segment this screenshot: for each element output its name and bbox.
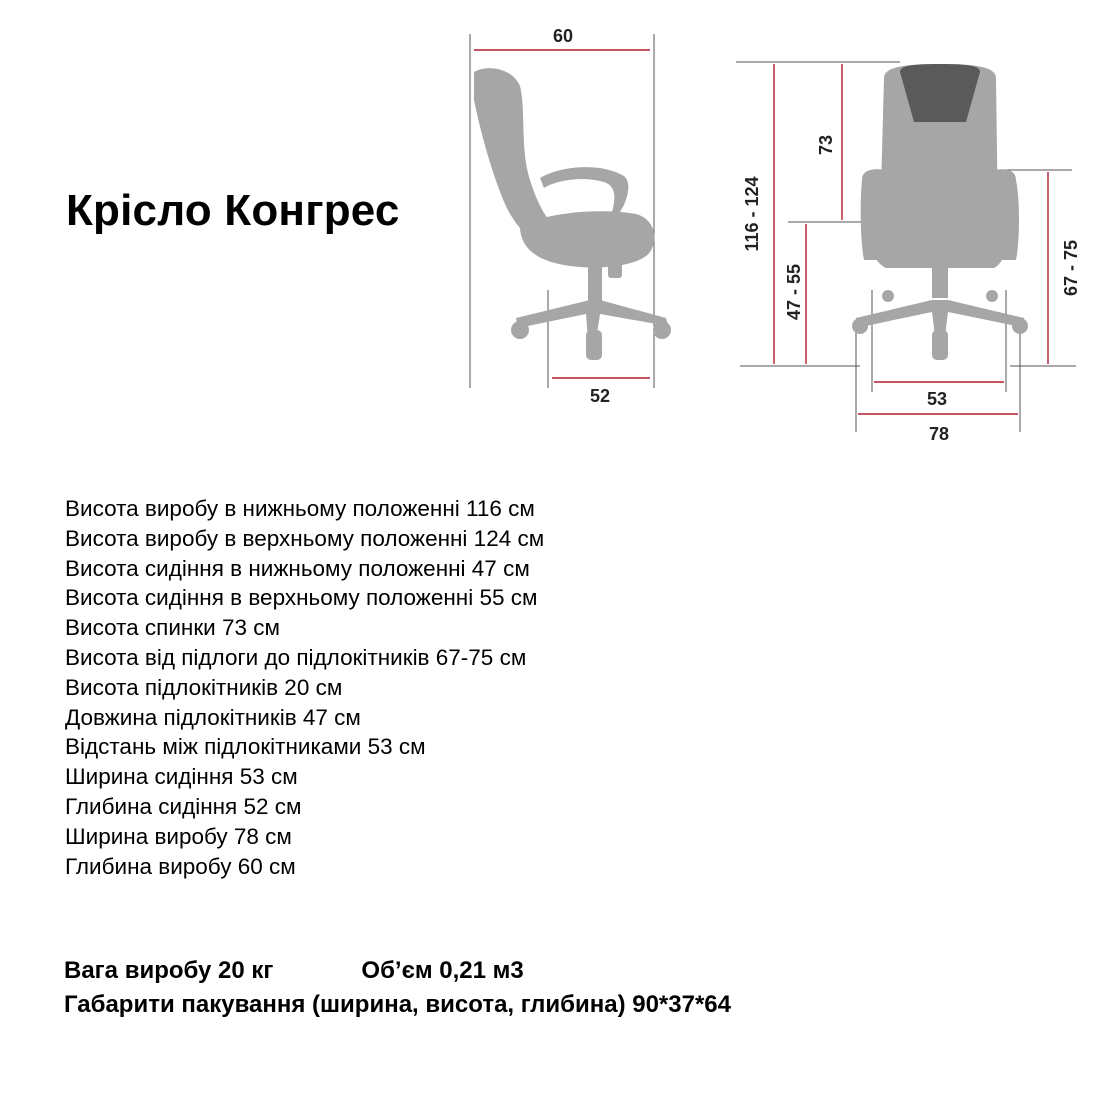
side-view bbox=[470, 26, 671, 406]
spec-item: Висота від підлоги до підлокітників 67-75 см bbox=[65, 644, 527, 670]
side-seat-depth-label: 52 bbox=[589, 386, 611, 406]
spec-item: Глибина сидіння 52 см bbox=[65, 793, 302, 819]
specifications-list bbox=[65, 494, 544, 881]
chair-dimension-diagram bbox=[0, 0, 1100, 460]
spec-item: Висота спинки 73 см bbox=[65, 615, 281, 641]
spec-item: Відстань між підлокітниками 53 см bbox=[65, 734, 426, 760]
front-view bbox=[736, 62, 1081, 444]
side-depth-label: 60 bbox=[552, 26, 574, 46]
summary-row-weight-volume bbox=[64, 954, 731, 988]
spec-item: Ширина сидіння 53 см bbox=[65, 764, 298, 790]
spec-item: Висота підлокітників 20 см bbox=[65, 674, 343, 700]
volume-text: Об’єм 0,21 м3 bbox=[361, 957, 524, 984]
spec-item: Висота сидіння в верхньому положенні 55 см bbox=[65, 585, 538, 611]
spec-item: Висота сидіння в нижньому положенні 47 см bbox=[65, 555, 530, 581]
headrest-shape bbox=[900, 64, 980, 122]
seat-width-label: 53 bbox=[926, 389, 948, 409]
weight-text: Вага виробу 20 кг bbox=[64, 957, 274, 984]
summary-block bbox=[64, 954, 731, 1022]
armrest-height-label: 67 - 75 bbox=[1061, 239, 1081, 297]
seat-height-label: 47 - 55 bbox=[784, 263, 804, 321]
spec-item: Висота виробу в верхньому положенні 124 см bbox=[65, 525, 545, 551]
spec-item: Висота виробу в нижньому положенні 116 см bbox=[65, 496, 535, 521]
spec-item: Довжина підлокітників 47 см bbox=[65, 704, 361, 730]
total-height-label: 116 - 124 bbox=[742, 176, 762, 252]
spec-item: Ширина виробу 78 см bbox=[65, 823, 292, 849]
side-chair-silhouette bbox=[474, 68, 671, 360]
package-dimensions-text: Габарити пакування (ширина, висота, глибина) 90*37*64 bbox=[64, 991, 731, 1018]
backrest-height-label: 73 bbox=[816, 134, 836, 156]
product-title: Крісло Конгрес bbox=[66, 186, 400, 235]
total-width-label: 78 bbox=[928, 424, 950, 444]
spec-item: Глибина виробу 60 см bbox=[65, 853, 296, 879]
